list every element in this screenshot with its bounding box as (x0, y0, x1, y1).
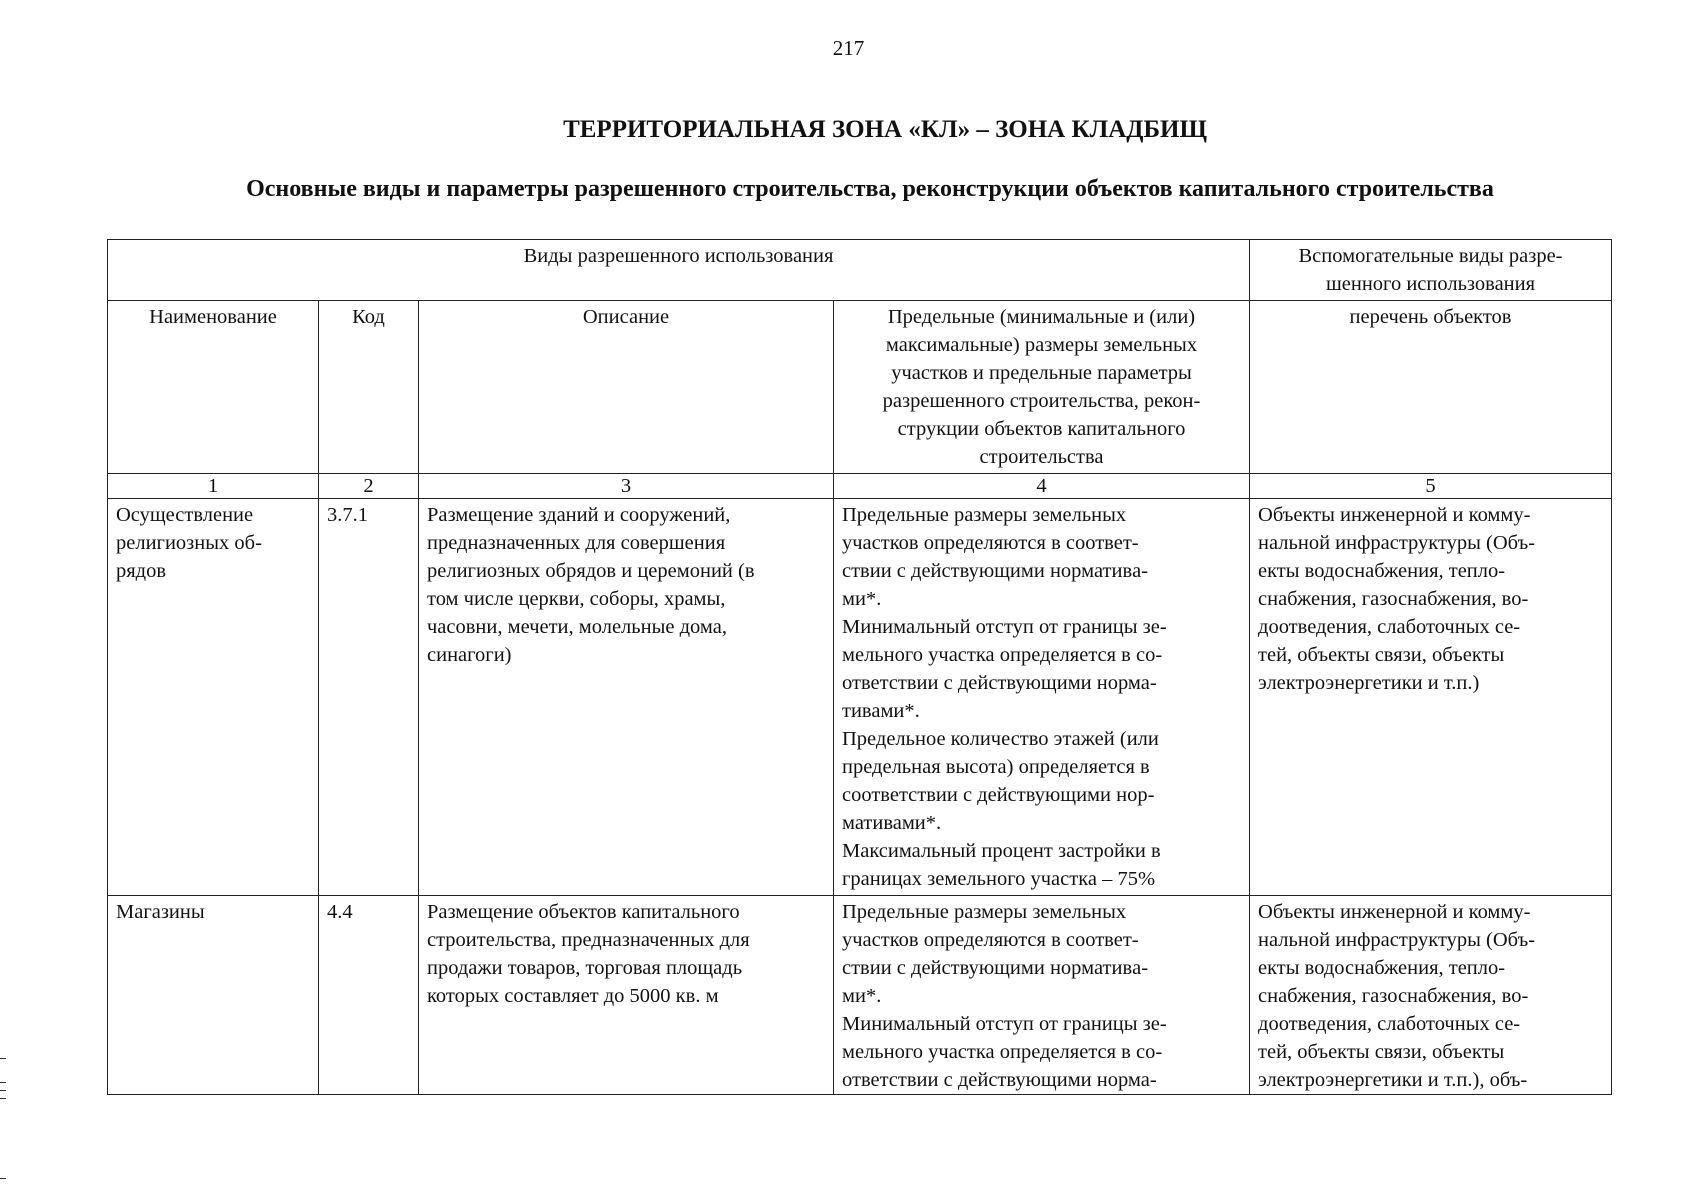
column-header-description (419, 301, 834, 474)
scan-edge-mark (0, 1098, 6, 1099)
zone-title: ТЕРРИТОРИАЛЬНАЯ ЗОНА «КЛ» – ЗОНА КЛАДБИЩ (563, 116, 1207, 143)
row-code-cell (319, 499, 419, 896)
group-header-auxiliary (1250, 240, 1612, 301)
row-parameters-cell (834, 896, 1250, 1095)
column-header-code (319, 301, 419, 474)
scan-edge-mark (0, 1058, 6, 1059)
row-description: Размещение объектов капитального строительства, предназначенных для продажи товаров, торговая площадь которых составляет до 5000 кв. м (427, 901, 750, 1007)
row-parameters-cell (834, 499, 1250, 896)
row-auxiliary-cell (1250, 499, 1612, 896)
group-header-main-label: Виды разрешенного использования (523, 245, 834, 267)
column-number: 5 (1250, 474, 1612, 499)
table-row (108, 499, 1612, 896)
zoning-regulations-table (107, 239, 1612, 1095)
scan-edge-mark (0, 1082, 6, 1083)
row-name: Магазины (116, 901, 205, 923)
row-code: 3.7.1 (327, 504, 368, 526)
row-auxiliary-cell (1250, 896, 1612, 1095)
column-header-label: Код (352, 306, 385, 328)
row-auxiliary-objects: Объекты инженерной и комму- нальной инфраструктуры (Объ- екты водоснабжения, тепло- снабжения, газоснабжения, во- доотведения, слаботочных се- тей, объекты связи, объекты электроэнергетики и т.п.), объ- (1258, 901, 1536, 1091)
column-number: 1 (108, 474, 319, 499)
column-header-objects (1250, 301, 1612, 474)
scan-edge-mark (0, 1178, 6, 1179)
page-number: 217 (832, 36, 865, 60)
group-header-row (108, 240, 1612, 301)
column-header-label: Предельные (минимальные и (или) максимальные) размеры земельных участков и предельные параметры разрешенного строительства, рекон- струкции объектов капитального строительства (882, 306, 1201, 468)
table-row (108, 896, 1612, 1095)
column-number: 2 (319, 474, 419, 499)
column-number-row (108, 474, 1612, 499)
column-header-name (108, 301, 319, 474)
row-description-cell (419, 896, 834, 1095)
row-name: Осуществление религиозных об- рядов (116, 504, 262, 582)
column-header-label: перечень объектов (1349, 306, 1512, 328)
table-subtitle: Основные виды и параметры разрешенного строительства, реконструкции объектов капитального строительства (246, 176, 1494, 202)
column-header-row (108, 301, 1612, 474)
row-parameters: Предельные размеры земельных участков определяются в соответ- ствии с действующими нормативa- ми*. Минимальный отступ от границы зе- мельного участка определяется в со- ответствии с действующими норма- тивами*. Предельное количество этажей (или предельная высота) определяется в соответствии с действующими нор- мативами*. Максимальный процент застройки в границах земельного участка – 75% (842, 504, 1167, 890)
row-parameters: Предельные размеры земельных участков определяются в соответ- ствии с действующими нормативa- ми*. Минимальный отступ от границы зе- мельного участка определяется в со- ответствии с действующими норма- (842, 901, 1167, 1091)
row-name-cell (108, 499, 319, 896)
scan-edge-mark (0, 1090, 6, 1091)
column-number: 3 (419, 474, 834, 499)
column-number: 4 (834, 474, 1250, 499)
group-header-auxiliary-label: Вспомогательные виды разре- шенного использования (1298, 245, 1563, 295)
row-auxiliary-objects: Объекты инженерной и комму- нальной инфраструктуры (Объ- екты водоснабжения, тепло- снабжения, газоснабжения, во- доотведения, слаботочных се- тей, объекты связи, объекты электроэнергетики и т.п.) (1258, 504, 1536, 694)
column-header-label: Описание (582, 306, 670, 328)
row-description: Размещение зданий и сооружений, предназначенных для совершения религиозных обрядов и церемоний (в том числе церкви, соборы, храмы, часовни, мечети, молельные дома, синагоги) (427, 504, 755, 666)
row-code-cell (319, 896, 419, 1095)
row-code: 4.4 (327, 901, 353, 923)
column-header-label: Наименование (149, 306, 277, 328)
column-header-parameters (834, 301, 1250, 474)
row-name-cell (108, 896, 319, 1095)
row-description-cell (419, 499, 834, 896)
group-header-main (108, 240, 1250, 301)
